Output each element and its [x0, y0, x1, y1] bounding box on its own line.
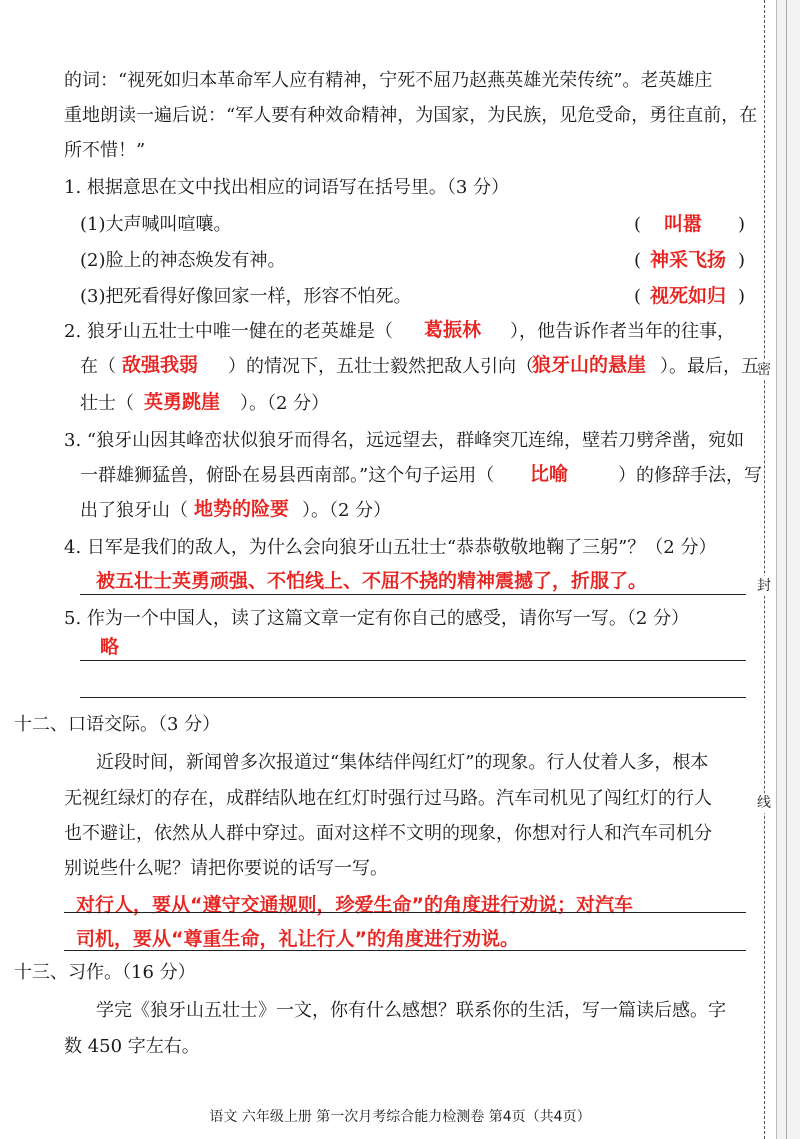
- q1-answer-3: 视死如归: [650, 285, 727, 307]
- page-footer: 语文 六年级上册 第一次月考综合能力检测卷 第4页（共4页）: [209, 1109, 591, 1125]
- bracket-open: (: [634, 286, 642, 307]
- s12-answer-line-2: 司机，要从“尊重生命，礼让行人”的角度进行劝说。: [76, 928, 519, 950]
- section-13-paragraph: 数 450 字左右。: [64, 1036, 200, 1057]
- q5-answer: 略: [100, 636, 120, 658]
- binding-mark-mi: 密: [757, 362, 771, 378]
- q2-text: 在（: [80, 356, 116, 377]
- question-5-stem: 5. 作为一个中国人，读了这篇文章一定有你自己的感受，请你写一写。（2 分）: [64, 608, 690, 629]
- section-12-paragraph: 也不避让，依然从人群中穿过。面对这样不文明的现象，你想对行人和汽车司机分: [64, 823, 712, 844]
- q4-answer: 被五壮士英勇顽强、不怕线上、不屈不挠的精神震撼了，折服了。: [96, 570, 648, 592]
- question-1-stem: 1. 根据意思在文中找出相应的词语写在括号里。（3 分）: [64, 177, 510, 198]
- answer-line: [64, 950, 746, 951]
- q3-text: ）。（2 分）: [302, 500, 392, 521]
- q1-item-1: (1)大声喊叫喧嚷。: [80, 214, 232, 235]
- section-12-title: 十二、口语交际。（3 分）: [14, 714, 221, 735]
- q1-answer-2: 神采飞扬: [650, 249, 727, 271]
- q1-item-3: (3)把死看得好像回家一样，形容不怕死。: [80, 286, 412, 307]
- bracket-close: ): [738, 286, 746, 307]
- q1-answer-1: 叫嚣: [664, 213, 703, 235]
- s12-answer-line-1: 对行人，要从“遵守交通规则，珍爱生命”的角度进行劝说；对汽车: [76, 894, 633, 916]
- q1-item-2: (2)脸上的神态焕发有神。: [80, 250, 286, 271]
- passage-line: 所不惜！”: [64, 140, 146, 161]
- binding-dashed-line: [764, 0, 765, 1139]
- section-13-title: 十三、习作。（16 分）: [14, 962, 196, 983]
- q2-text: ）。最后，五: [660, 356, 759, 377]
- q3-text: 3. “狼牙山因其峰峦状似狼牙而得名，远远望去，群峰突兀连绵，壁若刀劈斧凿，宛如: [64, 430, 745, 451]
- section-13-paragraph: 学完《狼牙山五壮士》一文，你有什么感想？联系你的生活，写一篇读后感。字: [96, 1000, 726, 1021]
- passage-line: 的词：“视死如归本革命军人应有精神，宁死不屈乃赵燕英雄光荣传统”。老英雄庄: [64, 70, 713, 91]
- q2-text: 2. 狼牙山五壮士中唯一健在的老英雄是（: [64, 321, 393, 342]
- page-edge: [776, 0, 800, 1139]
- binding-mark-feng: 封: [757, 578, 771, 594]
- q2-answer-3: 狼牙山的悬崖: [532, 354, 647, 376]
- bracket-close: ): [738, 250, 746, 271]
- q2-text: ），他告诉作者当年的往事，: [510, 321, 735, 342]
- bracket-open: (: [634, 214, 642, 235]
- q2-text: ）。（2 分）: [240, 393, 330, 414]
- section-12-paragraph: 无视红绿灯的存在，成群结队地在红灯时强行过马路。汽车司机见了闯红灯的行人: [64, 788, 712, 809]
- section-12-paragraph: 别说些什么呢？请把你要说的话写一写。: [64, 858, 388, 879]
- answer-line: [64, 912, 746, 913]
- passage-line: 重地朗读一遍后说：“军人要有种效命精神，为国家，为民族，见危受命，勇往直前，在: [64, 105, 758, 126]
- section-12-paragraph: 近段时间，新闻曾多次报道过“集体结伴闯红灯”的现象。行人仗着人多，根本: [96, 752, 709, 773]
- q3-text: 一群雄狮猛兽，俯卧在易县西南部。”这个句子运用（: [80, 465, 495, 486]
- q3-text: 出了狼牙山（: [80, 500, 188, 521]
- bracket-close: ): [738, 214, 746, 235]
- answer-line: [80, 594, 746, 595]
- answer-line: [80, 697, 746, 698]
- q3-answer-2: 地势的险要: [194, 498, 290, 520]
- q2-answer-1: 葛振林: [424, 319, 482, 341]
- answer-line: [80, 660, 746, 661]
- q2-text: ）的情况下，五壮士毅然把敌人引向（: [228, 356, 534, 377]
- q2-answer-2: 敌强我弱: [122, 354, 199, 376]
- q3-text: ）的修辞手法，写: [618, 465, 762, 486]
- question-4-stem: 4. 日军是我们的敌人，为什么会向狼牙山五壮士“恭恭敬敬地鞠了三躬”？（2 分）: [64, 537, 717, 558]
- bracket-open: (: [634, 250, 642, 271]
- q2-text: 壮士（: [80, 393, 134, 414]
- page-edge-line: [786, 0, 787, 1139]
- q2-answer-4: 英勇跳崖: [144, 391, 221, 413]
- binding-mark-xian: 线: [757, 795, 771, 811]
- q3-answer-1: 比喻: [530, 463, 569, 485]
